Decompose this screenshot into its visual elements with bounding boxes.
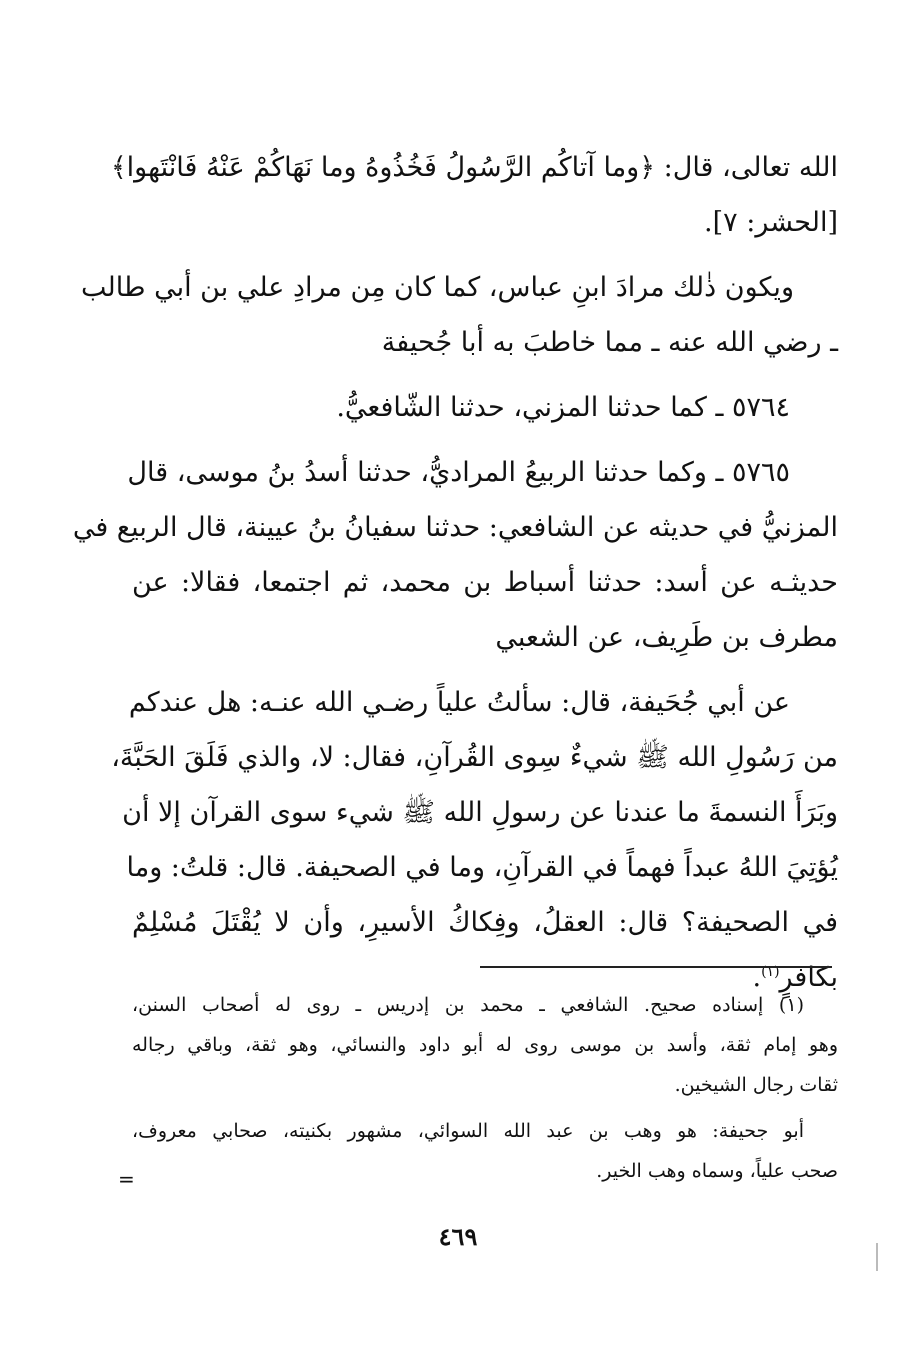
footnote-line: وهو إمام ثقة، وأسد بن موسى روى له أبو داود والنسائي، وهو ثقة، وباقي رجاله [132,1034,838,1056]
hadith-5764 [132,380,838,435]
text-line: ٥٧٦٤ ـ كما حدثنا المزني، حدثنا الشّافعيُّ. [336,392,790,423]
footnotes [132,985,838,1197]
text-line: الله تعالى، قال: ﴿وما آتاكُم الرَّسُولُ فَخُذُوهُ وما نَهَاكُمْ عَنْهُ فَانْتَهوا﴾ [110,152,838,183]
text-line: ـ رضي الله عنه ـ مما خاطبَ به أبا جُحيفة [381,327,838,358]
period: . [752,962,762,993]
footnote-line: ثقات رجال الشيخين. [674,1074,838,1096]
text-line: من رَسُولِ الله ﷺ شيءٌ سِوى القُرآنِ، فقال: لا، والذي فَلَقَ الحَبَّةَ، [111,742,838,773]
main-text [72,140,838,1015]
text-line: [الحشر: ٧]. [704,207,838,238]
hadith-5765-isnad [72,445,838,665]
footnote-separator [480,966,832,968]
scan-artifact [876,1243,878,1271]
text-line: عن أبي جُحَيفة، قال: سألتُ علياً رضـي الله عنـه: هل عندكم [128,687,790,718]
footnote-line: صحب علياً، وسماه وهب الخير. [596,1160,838,1182]
text-line: يُؤتِيَ اللهُ عبداً فهماً في القرآنِ، وما في الصحيفة. قال: قلتُ: وما [126,852,838,883]
text-line: في الصحيفة؟ قال: العقلُ، وفِكاكُ الأسيرِ، وأن لا يُقْتَلَ مُسْلِمٌ [132,907,838,938]
text-segment: بكافرٍ [779,962,838,993]
footnote-line: (١) إسناده صحيح. الشافعي ـ محمد بن إدريس ـ روى له أصحاب السنن، [132,994,804,1016]
text-line: مطرف بن طَرِيف، عن الشعبي [495,622,838,653]
paragraph-ibn-abbas [81,260,838,370]
footnote-ref: (١) [761,964,780,980]
text-line: ٥٧٦٥ ـ وكما حدثنا الربيعُ المراديُّ، حدثنا أسدُ بنُ موسى، قال [127,457,790,488]
text-line: وبَرَأَ النسمةَ ما عندنا عن رسولِ الله ﷺ شيء سوى القرآن إلا أن [122,797,838,828]
text-line: المزنيُّ في حديثه عن الشافعي: حدثنا سفيانُ بنُ عيينة، قال الربيع في [72,512,838,543]
hadith-5765-matn [111,675,838,1005]
footnote-line: أبو جحيفة: هو وهب بن عبد الله السوائي، مشهور بكنيته، صحابي معروف، [132,1120,804,1142]
paragraph-quran-citation [110,140,838,250]
footnote-2 [132,1111,838,1191]
footnote-1 [132,985,838,1105]
text-line: حديثـه عن أسد: حدثنا أسباط بن محمد، ثم اجتمعا، فقالا: عن [132,567,838,598]
continuation-mark: = [118,1167,135,1191]
page-number: ٤٦٩ [438,1222,478,1251]
text-line: ويكون ذٰلك مرادَ ابنِ عباس، كما كان مِن مرادِ علي بن أبي طالب [81,272,794,303]
